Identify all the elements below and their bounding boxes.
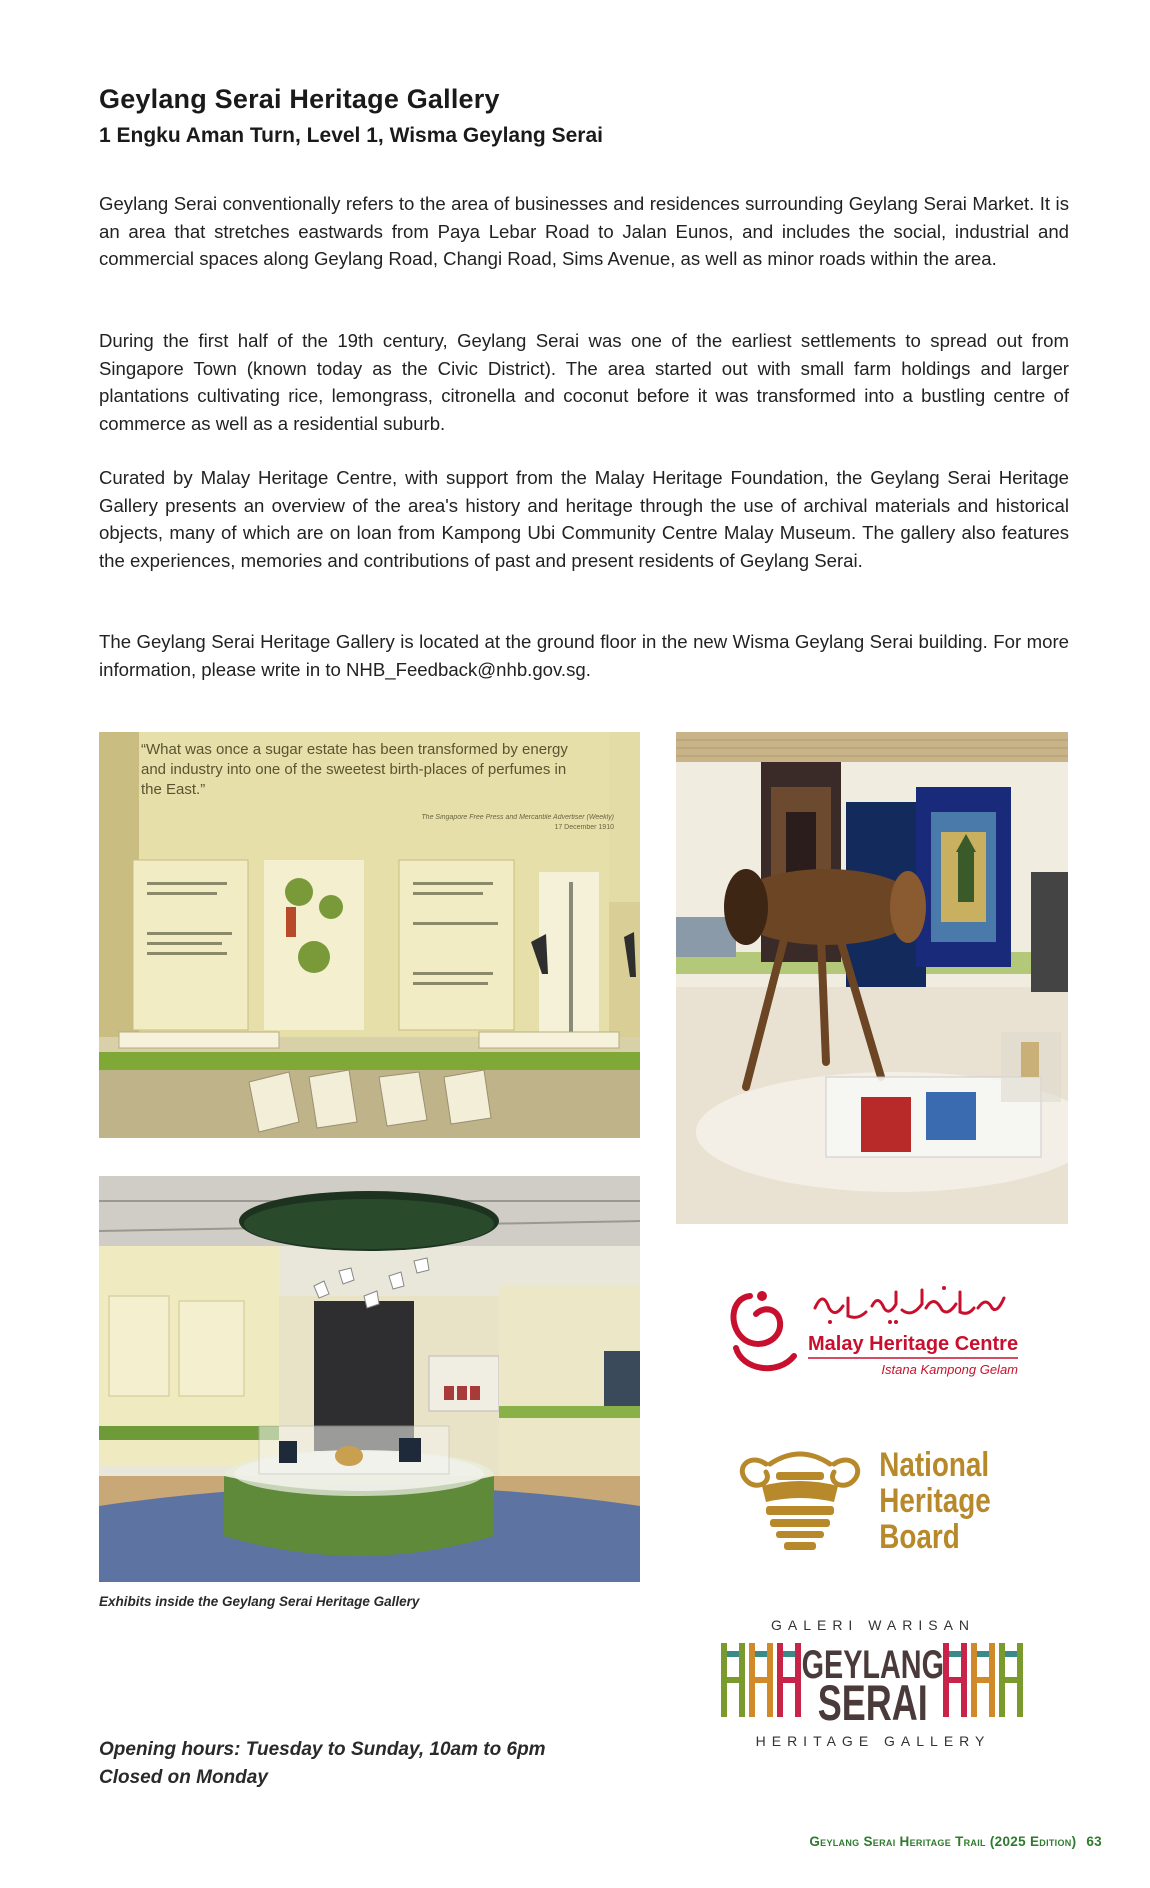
opening-hours: [99, 1736, 546, 1792]
photo-drum-exhibit: [676, 732, 1068, 1224]
nhb-line-heritage: Heritage: [879, 1481, 991, 1520]
gallery-address: 1 Engku Aman Turn, Level 1, Wisma Geylang Serai: [99, 124, 603, 147]
paragraph-history: During the first half of the 19th century, Geylang Serai was one of the earliest settlements to spread out from Singapore Town (known today as the Civic District). The area started out with small farm holdings and larger plantations cultivating rice, lemongrass, citronella and coconut before it was transformed into a bustling centre of commerce as well as a residential suburb.: [99, 330, 1069, 434]
page-footer: [809, 1834, 1102, 1849]
nhb-line-board: Board: [879, 1517, 960, 1556]
malay-heritage-centre-logo: [720, 1278, 1020, 1382]
gs-logo-serai: SERAI: [817, 1676, 928, 1732]
nhb-line-national: National: [879, 1445, 990, 1484]
paragraph-curation: Curated by Malay Heritage Centre, with support from the Malay Heritage Foundation, the Geylang Serai Heritage Gallery presents an overview of the area's history and heritage through the use of archival materials and historical objects, many of which are on loan from Kampong Ubi Community Centre Malay Museum. The gallery also features the experiences, memories and contributions of past and present residents of Geylang Serai.: [99, 467, 1069, 571]
gs-logo-geylang: GEYLANG: [801, 1642, 944, 1688]
geylang-serai-gallery-logo: [718, 1614, 1028, 1754]
gs-logo-bottom: HERITAGE GALLERY: [755, 1733, 991, 1749]
photo-gallery-interior: [99, 1176, 640, 1582]
gallery-wall-quote: “What was once a sugar estate has been transformed by energy and industry into one of the sweetest birth-places of perfumes in the East.”: [141, 741, 568, 798]
page-number: 63: [1086, 1834, 1102, 1849]
page-title: Geylang Serai Heritage Gallery: [99, 84, 500, 114]
mhc-subtitle: Istana Kampong Gelam: [881, 1362, 1018, 1377]
photo-gallery-wall: [99, 732, 640, 1138]
mhc-name: Malay Heritage Centre: [808, 1333, 1019, 1355]
national-heritage-board-logo: [730, 1442, 1020, 1557]
closed-day-line: Closed on Monday: [99, 1767, 268, 1788]
photo-caption: Exhibits inside the Geylang Serai Heritage Gallery: [99, 1594, 420, 1609]
paragraph-location: The Geylang Serai Heritage Gallery is located at the ground floor in the new Wisma Geylang Serai building. For more information, please write in to NHB_Feedback@nhb.gov.sg.: [99, 631, 1069, 680]
gs-logo-top: GALERI WARISAN: [770, 1617, 976, 1633]
gallery-wall-date: 17 December 1910: [554, 824, 614, 831]
footer-trail-title: Geylang Serai Heritage Trail (2025 Edition): [809, 1834, 1077, 1849]
paragraph-intro: Geylang Serai conventionally refers to the area of businesses and residences surrounding Geylang Serai Market. It is an area that stretches eastwards from Paya Lebar Road to Jalan Eunos, and includes the social, industrial and commercial spaces along Geylang Road, Changi Road, Sims Avenue, as well as minor roads within the area.: [99, 193, 1069, 269]
gallery-wall-source: The Singapore Free Press and Mercantile Advertiser (Weekly): [421, 814, 614, 821]
opening-hours-line: Opening hours: Tuesday to Sunday, 10am to 6pm: [99, 1739, 546, 1760]
